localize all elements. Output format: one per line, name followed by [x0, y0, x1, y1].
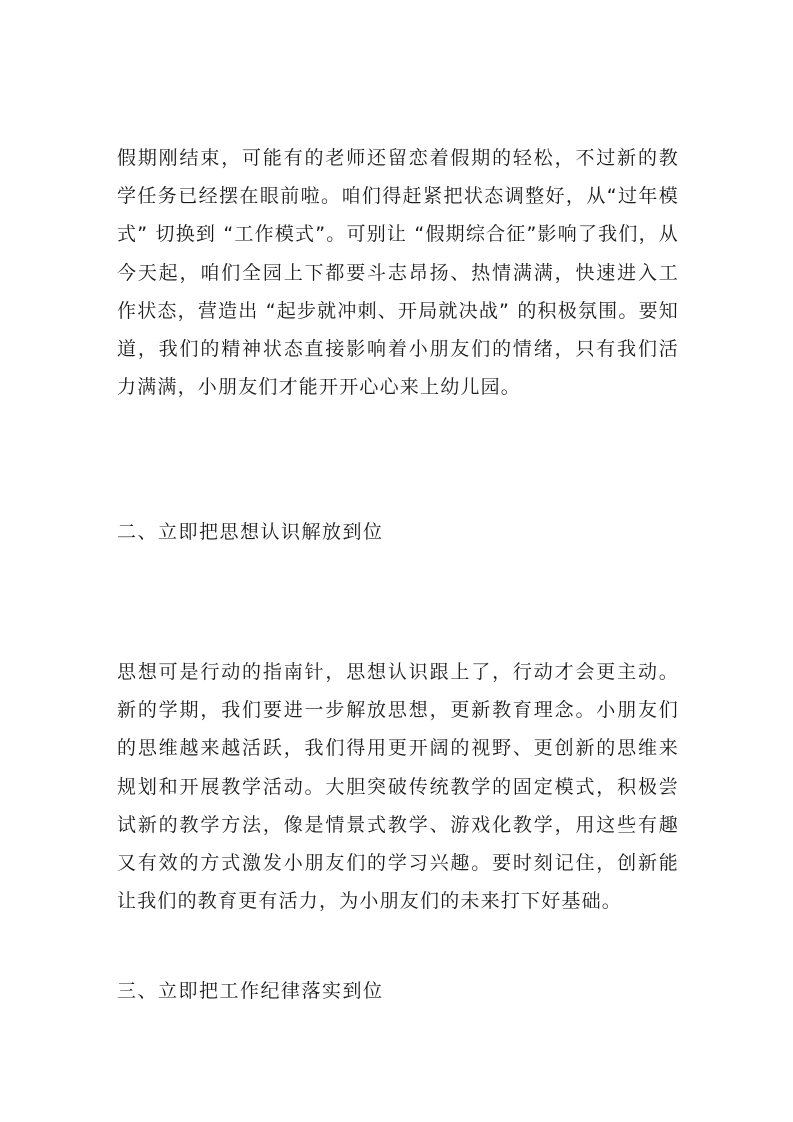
section-heading-2: 二、立即把思想认识解放到位 [117, 521, 384, 543]
section-heading-3: 三、立即把工作纪律落实到位 [117, 980, 384, 1002]
body-paragraph-2: 思想可是行动的指南针，思想认识跟上了，行动才会更主动。新的学期，我们要进一步解放思想，更新教育理念。小朋友们的思维越来越活跃，我们得用更开阔的视野、更创新的思维来规划和开展教学活动。大胆突破传统教学的固定模式，积极尝试新的教学方法，像是情景式教学、游戏化教学，用这些有趣又有效的方式激发小朋友们的学习兴趣。要时刻记住，创新能让我们的教育更有活力，为小朋友们的未来打下好基础。 [117, 661, 679, 913]
body-paragraph-1: 假期刚结束，可能有的老师还留恋着假期的轻松，不过新的教学任务已经摆在眼前啦。咱们得赶紧把状态调整好，从“过年模式” 切换到 “工作模式”。可别让 “假期综合征”影响了我们，从今天起，咱们全园上下都要斗志昂扬、热情满满，快速进入工作状态，营造出 “起步就冲刺、开局就决战” 的积极氛围。要知道，我们的精神状态直接影响着小朋友们的情绪，只有我们活力满满，小朋友们才能开开心心来上幼儿园。 [117, 147, 679, 399]
